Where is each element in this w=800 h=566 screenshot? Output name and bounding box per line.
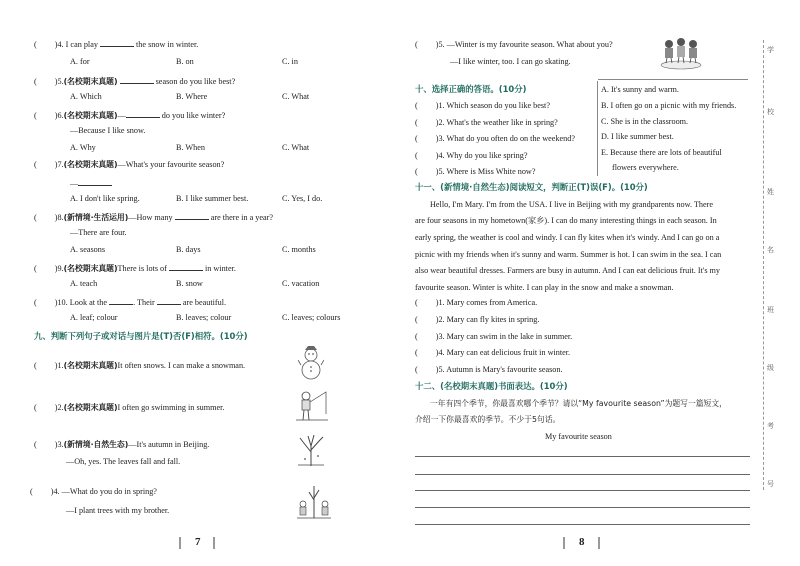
- sidebar-label: 级: [767, 364, 774, 372]
- question-7: ( )7.(名校期末真题)—What's your favourite season?: [34, 160, 225, 169]
- option-b: B. days: [176, 245, 201, 254]
- option-a: A. Why: [70, 143, 96, 152]
- passage-line: early spring, the weather is cool and windy. I can fly kites when it's windy. And I can go on a: [415, 233, 720, 242]
- sidebar-label: 班: [767, 306, 774, 314]
- sidebar-label: 校: [767, 108, 774, 116]
- sidebar-label: 号: [767, 480, 774, 488]
- question-9: ( )9.(名校期末真题)There is lots of in winter.: [34, 264, 236, 273]
- tf-item-5: ( )5. Autumn is Mary's favourite season.: [415, 365, 563, 374]
- dialogue-line: —There are four.: [70, 228, 127, 237]
- wheat-ornament-icon: [179, 537, 181, 549]
- writing-line[interactable]: [415, 474, 750, 475]
- writing-prompt: 介绍一下你最喜欢的季节。不少于5句话。: [415, 415, 561, 424]
- match-question-4: ( )4. Why do you like spring?: [415, 151, 528, 160]
- match-question-1: ( )1. Which season do you like best?: [415, 101, 550, 110]
- fishing-icon: [296, 388, 328, 425]
- question-5-right: ( )5. —Winter is my favourite season. What about you?: [415, 40, 613, 49]
- passage-line: Hello, I'm Mary. I'm from the USA. I live in Beijing with my grandparents now. There: [430, 200, 714, 209]
- passage-line: also wear beautiful dresses. Farmers are busy in autumn. And I can eat delicious fruit. It's my: [415, 266, 721, 275]
- answer-blank[interactable]: [109, 296, 133, 305]
- option-b: B. I like summer best.: [176, 194, 249, 203]
- option-c: C. months: [282, 245, 316, 254]
- match-answer-e-cont: flowers everywhere.: [612, 163, 679, 172]
- option-a: A. seasons: [70, 245, 106, 254]
- planting-tree-icon: [297, 484, 331, 523]
- page-number: 7: [195, 536, 201, 548]
- tf-item-3: ( )3. Mary can swim in the lake in summer.: [415, 332, 573, 341]
- answer-blank[interactable]: [126, 109, 160, 118]
- option-a: A. Which: [70, 92, 102, 101]
- option-a: A. for: [70, 57, 90, 66]
- option-b: B. When: [176, 143, 205, 152]
- children-skating-icon: [660, 36, 702, 73]
- answer-blank[interactable]: [120, 75, 154, 84]
- option-a: A. I don't like spring.: [70, 194, 140, 203]
- divider: [598, 79, 748, 80]
- section-12-title: 十二、(名校期末真题)书面表达。(10分): [415, 381, 568, 391]
- option-a: A. leaf; colour: [70, 313, 118, 322]
- writing-line[interactable]: [415, 524, 750, 525]
- section-10-title: 十、选择正确的答语。(10分): [415, 84, 527, 94]
- writing-line[interactable]: [415, 490, 750, 491]
- option-c: C. vacation: [282, 279, 320, 288]
- section-11-title: 十一、(新情境·自然生态)阅读短文，判断正(T)误(F)。(10分): [415, 182, 648, 192]
- judge-item-1: ( )1.(名校期末真题)It often snows. I can make a snowman.: [34, 361, 246, 370]
- writing-line[interactable]: [415, 507, 750, 508]
- writing-line[interactable]: [415, 456, 750, 457]
- wheat-ornament-icon: [563, 537, 565, 549]
- option-c: C. What: [282, 143, 310, 152]
- sidebar-label: 名: [767, 246, 774, 254]
- match-answer-e: E. Because there are lots of beautiful: [601, 148, 722, 157]
- match-answer-a: A. It's sunny and warm.: [601, 85, 679, 94]
- match-question-3: ( )3. What do you often do on the weekend?: [415, 134, 575, 143]
- option-b: B. on: [176, 57, 194, 66]
- tf-item-4: ( )4. Mary can eat delicious fruit in winter.: [415, 348, 571, 357]
- answer-blank[interactable]: [100, 38, 134, 47]
- passage-line: favourite season. Winter is white. I can play in the snow and make a snowman.: [415, 283, 674, 292]
- bare-tree-icon: [298, 432, 324, 469]
- section-9-title: 九、判断下列句子或对话与图片是(T)否(F)相符。(10分): [34, 331, 248, 341]
- dialogue-line: —: [70, 177, 112, 189]
- option-b: B. leaves; colour: [176, 313, 232, 322]
- dialogue-line: —Oh, yes. The leaves fall and fall.: [66, 457, 181, 466]
- answer-blank[interactable]: [157, 296, 181, 305]
- wheat-ornament-icon: [598, 537, 600, 549]
- option-b: B. snow: [176, 279, 203, 288]
- dialogue-line: —I like winter, too. I can go skating.: [450, 57, 571, 66]
- option-b: B. Where: [176, 92, 208, 101]
- judge-item-2: ( )2.(名校期末真题)I often go swimming in summer.: [34, 403, 225, 412]
- answer-blank[interactable]: [78, 177, 112, 186]
- option-c: C. in: [282, 57, 298, 66]
- page-number: 8: [579, 536, 585, 548]
- question-5: ( )5.(名校期末真题) season do you like best?: [34, 77, 236, 86]
- writing-prompt: 一年有四个季节，你最喜欢哪个季节？请以“My favourite season”为题写一篇短文，: [430, 399, 727, 408]
- wheat-ornament-icon: [213, 537, 215, 549]
- tf-item-1: ( )1. Mary comes from America.: [415, 298, 538, 307]
- answer-blank[interactable]: [175, 211, 209, 220]
- sidebar-label: 姓: [767, 188, 774, 196]
- option-a: A. teach: [70, 279, 98, 288]
- tf-item-2: ( )2. Mary can fly kites in spring.: [415, 315, 540, 324]
- option-c: C. Yes, I do.: [282, 194, 323, 203]
- sidebar-label: 学: [767, 46, 774, 54]
- dialogue-line: —Because I like snow.: [70, 126, 146, 135]
- question-10: ( )10. Look at the . Their are beautiful.: [34, 298, 227, 307]
- passage-line: picnic with my friends when it's sunny and warm. Summer is hot. I can swim in the sea. I can: [415, 250, 722, 259]
- match-question-2: ( )2. What's the weather like in spring?: [415, 118, 558, 127]
- option-c: C. What: [282, 92, 310, 101]
- judge-item-4: ( )4. —What do you do in spring?: [30, 487, 157, 496]
- question-6: ( )6.(名校期末真题)— do you like winter?: [34, 111, 226, 120]
- question-4: ( )4. I can play the snow in winter.: [34, 40, 199, 49]
- sidebar-label: 考: [767, 422, 774, 430]
- dialogue-line: —I plant trees with my brother.: [66, 506, 170, 515]
- match-question-5: ( )5. Where is Miss White now?: [415, 167, 536, 176]
- answer-blank[interactable]: [169, 262, 203, 271]
- question-8: ( )8.(新情境·生活运用)—How many are there in a year?: [34, 213, 273, 222]
- match-answer-c: C. She is in the classroom.: [601, 117, 689, 126]
- essay-title: My favourite season: [545, 432, 612, 441]
- passage-line: are four seasons in my hometown(家乡). I can do many interesting things in each season. In: [415, 216, 717, 225]
- option-c: C. leaves; colours: [282, 313, 341, 322]
- match-answer-d: D. I like summer best.: [601, 132, 674, 141]
- match-answer-b: B. I often go on a picnic with my friends.: [601, 101, 737, 110]
- answers-box: [597, 81, 749, 176]
- judge-item-3: ( )3.(新情境·自然生态)—It's autumn in Beijing.: [34, 440, 210, 449]
- snowman-icon: [298, 346, 324, 385]
